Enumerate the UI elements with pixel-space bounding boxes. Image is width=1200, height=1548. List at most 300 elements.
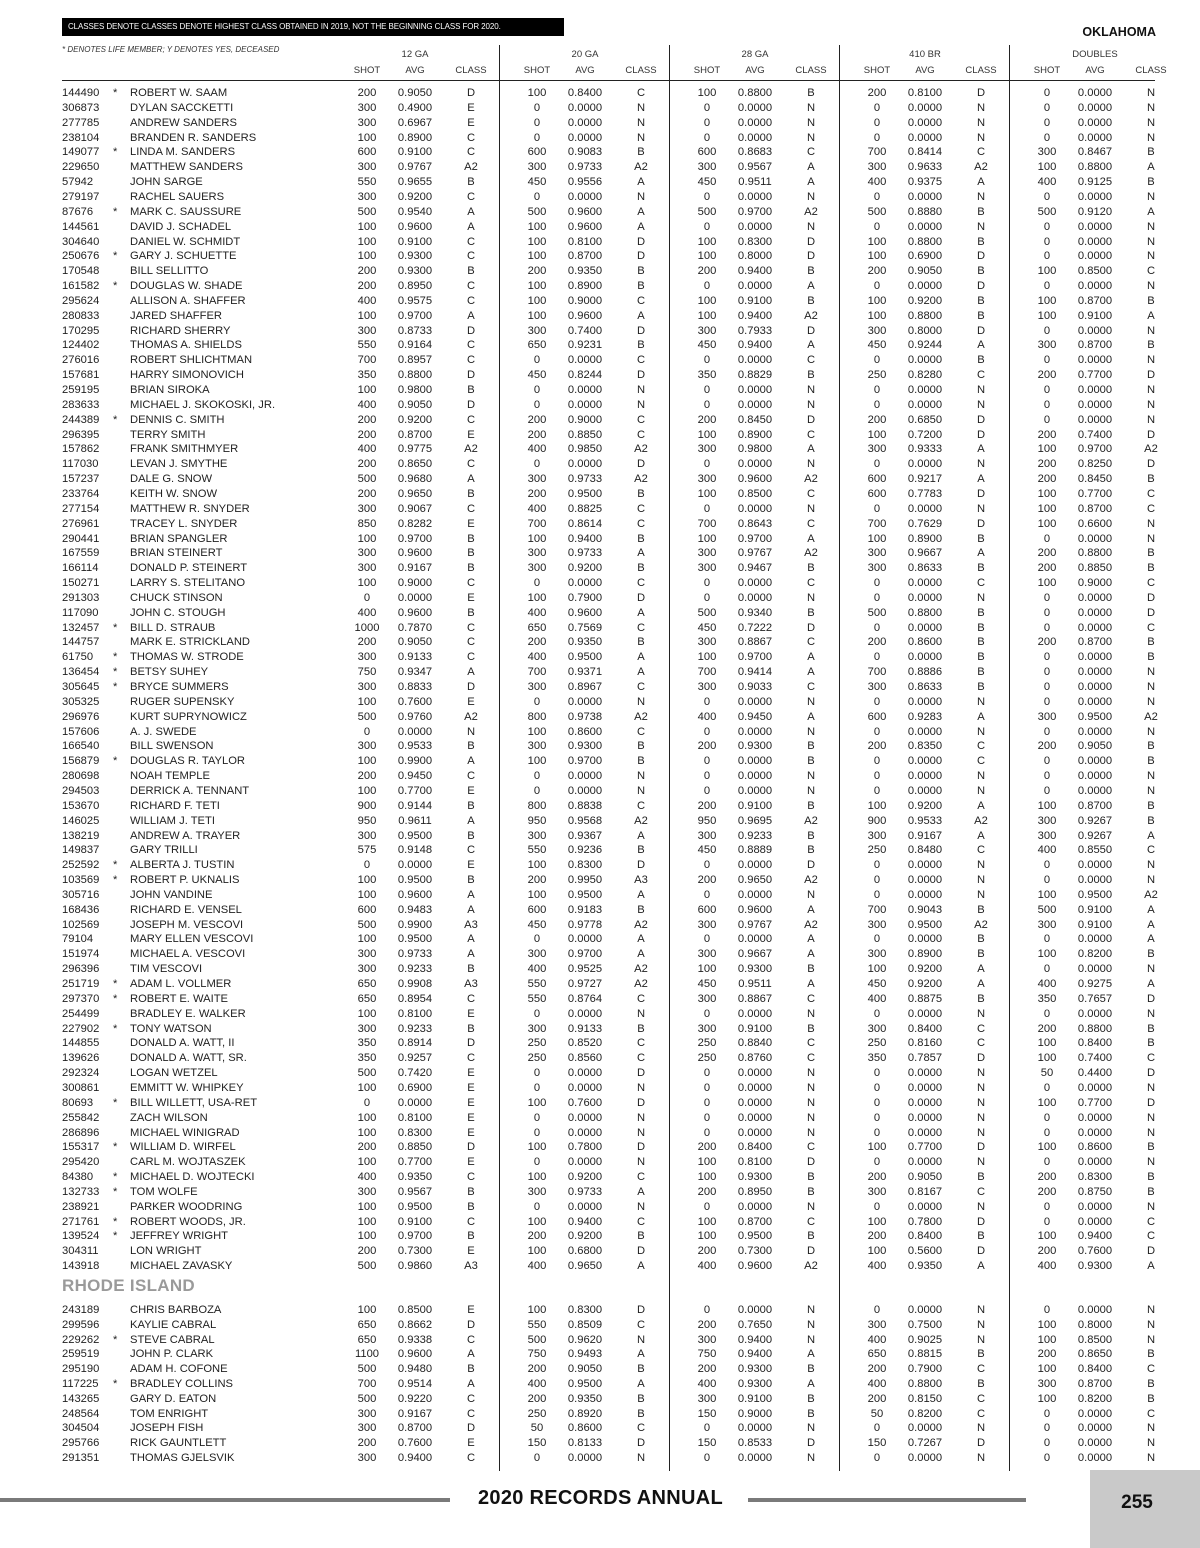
cell-410-br-class: D [976,1215,986,1228]
cell-12-ga-avg: 0.9655 [397,176,433,189]
cell-410-br-avg: 0.8880 [907,205,943,218]
cell-12-ga-shot: 400 [357,398,377,411]
cell-28-ga-class: A [807,978,815,990]
cell-20-ga-shot: 200 [527,1230,547,1243]
cell-doubles-shot: 0 [1043,1081,1051,1094]
cell-doubles-class: N [1146,413,1156,426]
cell-20-ga-shot: 450 [527,918,547,931]
member-id: 150271 [62,577,100,590]
cell-20-ga-avg: 0.9400 [567,532,603,545]
cell-doubles-shot: 0 [1043,695,1051,708]
cell-12-ga-class: A3 [464,978,478,990]
cell-20-ga-avg: 0.0000 [567,1111,603,1124]
cell-12-ga-shot: 100 [357,250,377,263]
cell-12-ga-shot: 350 [357,1052,377,1065]
cell-28-ga-avg: 0.9300 [737,1171,773,1184]
cell-12-ga-shot: 100 [357,1230,377,1243]
cell-doubles-avg: 0.8750 [1077,1185,1113,1198]
cell-20-ga-shot: 700 [527,666,547,679]
cell-20-ga-avg: 0.9738 [567,710,603,723]
sub-header-shot: SHOT [353,65,381,76]
life-member-mark: * [113,1141,118,1154]
member-id: 149837 [62,844,100,857]
cell-28-ga-shot: 0 [703,116,711,129]
cell-28-ga-class: A2 [804,1260,818,1273]
cell-410-br-shot: 100 [867,1215,887,1228]
cell-410-br-shot: 0 [873,621,881,634]
cell-20-ga-shot: 250 [527,1052,547,1065]
cell-doubles-class: N [1146,517,1156,530]
cell-doubles-shot: 100 [1037,948,1057,961]
cell-20-ga-class: C [636,681,646,693]
member-name: ROBERT W. SAAM [130,87,228,99]
cell-28-ga-shot: 500 [697,606,717,619]
cell-doubles-avg: 0.0000 [1077,963,1113,976]
cell-doubles-shot: 0 [1043,131,1051,144]
cell-12-ga-class: E [467,517,475,530]
table-row [0,1200,1200,1215]
group-header: DOUBLES [1072,49,1118,60]
cell-28-ga-shot: 300 [697,547,717,560]
cell-410-br-shot: 300 [867,562,887,575]
table-row [0,903,1200,918]
member-id: 167559 [62,547,100,560]
member-id: 254499 [62,1007,100,1020]
cell-doubles-class: B [1147,1022,1155,1035]
cell-12-ga-avg: 0.7600 [397,695,433,708]
cell-doubles-avg: 0.0000 [1077,398,1113,411]
cell-28-ga-shot: 0 [703,577,711,590]
cell-doubles-avg: 0.0000 [1077,1081,1113,1094]
cell-12-ga-shot: 200 [357,1437,377,1450]
cell-doubles-class: N [1146,190,1156,203]
cell-28-ga-avg: 0.9033 [737,681,773,693]
cell-20-ga-avg: 0.0000 [567,1126,603,1139]
cell-410-br-class: N [976,888,986,901]
table-row [0,784,1200,799]
cell-410-br-class: D [976,87,986,99]
cell-doubles-class: N [1146,963,1156,976]
cell-410-br-shot: 200 [867,1363,887,1376]
cell-20-ga-shot: 100 [527,532,547,545]
cell-410-br-class: N [976,1067,986,1080]
cell-doubles-avg: 0.0000 [1077,1007,1113,1020]
table-row [0,1362,1200,1377]
cell-12-ga-shot: 0 [363,591,371,604]
cell-doubles-class: N [1146,784,1156,797]
member-id: 271761 [62,1215,100,1228]
cell-410-br-avg: 0.9025 [907,1333,943,1346]
cell-410-br-avg: 0.9217 [907,473,943,486]
cell-28-ga-avg: 0.8950 [737,1185,773,1198]
cell-410-br-shot: 0 [873,384,881,396]
cell-28-ga-class: B [807,294,815,307]
cell-12-ga-class: B [467,1363,475,1376]
life-member-mark: * [113,992,118,1005]
cell-410-br-shot: 200 [867,413,887,426]
cell-doubles-class: B [1147,1037,1155,1050]
cell-doubles-shot: 400 [1037,844,1057,857]
cell-28-ga-shot: 750 [697,1348,717,1361]
member-id: 304311 [62,1245,99,1258]
cell-doubles-class: N [1146,1007,1156,1020]
member-id: 283633 [62,398,100,411]
cell-20-ga-class: B [637,1230,645,1243]
cell-28-ga-avg: 0.9567 [737,161,773,174]
cell-20-ga-avg: 0.9727 [567,978,603,990]
cell-20-ga-class: B [637,755,645,768]
cell-doubles-avg: 0.0000 [1077,681,1113,693]
cell-doubles-class: B [1147,339,1155,352]
table-row [0,1111,1200,1126]
member-name: CHUCK STINSON [130,591,223,604]
cell-28-ga-avg: 0.0000 [737,131,773,144]
cell-12-ga-avg: 0.9700 [397,532,433,545]
cell-410-br-avg: 0.9200 [907,963,943,976]
cell-28-ga-shot: 500 [697,205,717,218]
cell-410-br-class: N [976,101,986,114]
cell-doubles-shot: 0 [1043,101,1051,114]
member-id: 277785 [62,116,100,129]
cell-28-ga-avg: 0.8683 [737,146,773,159]
cell-12-ga-shot: 300 [357,1185,377,1198]
cell-410-br-avg: 0.8800 [907,1378,943,1390]
cell-410-br-avg: 0.7629 [907,517,943,530]
member-id: 291303 [62,591,100,604]
cell-28-ga-avg: 0.9450 [737,710,773,723]
table-row [0,635,1200,650]
cell-410-br-shot: 500 [867,606,887,619]
cell-12-ga-shot: 350 [357,1037,377,1050]
cell-410-br-avg: 0.7900 [907,1363,943,1376]
cell-410-br-avg: 0.8600 [907,636,943,649]
cell-28-ga-shot: 400 [697,1378,717,1390]
cell-doubles-avg: 0.7400 [1077,1052,1113,1065]
cell-410-br-shot: 150 [867,1437,887,1450]
table-row [0,205,1200,220]
cell-20-ga-class: D [636,1437,646,1450]
cell-20-ga-avg: 0.9050 [567,1363,603,1376]
cell-410-br-shot: 400 [867,176,887,189]
cell-doubles-class: C [1146,1052,1156,1065]
cell-12-ga-shot: 300 [357,651,377,664]
member-id: 84380 [62,1171,94,1184]
cell-410-br-shot: 0 [873,874,881,887]
cell-410-br-shot: 0 [873,577,881,590]
cell-20-ga-shot: 200 [527,636,547,649]
cell-20-ga-avg: 0.9300 [567,740,603,753]
footer-rule-right [748,1498,1026,1502]
cell-20-ga-shot: 0 [533,1111,541,1124]
cell-410-br-shot: 0 [873,354,881,367]
cell-410-br-class: D [976,1245,986,1258]
table-row [0,1392,1200,1407]
cell-12-ga-avg: 0.8800 [397,369,433,382]
cell-20-ga-avg: 0.8967 [567,681,603,693]
member-id: 132733 [62,1185,100,1198]
cell-12-ga-class: C [466,1333,476,1346]
member-id: 227902 [62,1022,100,1035]
life-member-mark: * [113,146,118,159]
cell-12-ga-shot: 1100 [354,1348,380,1361]
cell-20-ga-shot: 400 [527,443,547,456]
cell-28-ga-avg: 0.9467 [737,562,773,575]
cell-410-br-avg: 0.8400 [907,1022,943,1035]
cell-410-br-shot: 200 [867,1171,887,1184]
cell-doubles-avg: 0.7700 [1077,1096,1113,1109]
cell-410-br-class: D [976,1141,986,1154]
cell-doubles-class: C [1146,577,1156,590]
cell-doubles-shot: 100 [1037,517,1057,530]
cell-12-ga-avg: 0.9050 [397,87,433,99]
cell-20-ga-shot: 100 [527,220,547,233]
cell-doubles-shot: 100 [1037,1392,1057,1405]
cell-410-br-shot: 100 [867,532,887,545]
cell-28-ga-class: A [807,532,815,545]
cell-doubles-class: N [1146,354,1156,367]
cell-28-ga-shot: 0 [703,280,711,293]
cell-410-br-shot: 300 [867,547,887,560]
cell-410-br-class: N [976,1096,986,1109]
table-row [0,1244,1200,1259]
cell-410-br-shot: 250 [867,1037,887,1050]
cell-410-br-avg: 0.0000 [907,1067,943,1080]
cell-20-ga-class: C [636,1318,646,1331]
cell-doubles-class: N [1146,1333,1156,1346]
cell-20-ga-shot: 100 [527,87,547,99]
table-row [0,517,1200,532]
cell-12-ga-shot: 100 [357,1304,377,1316]
cell-28-ga-class: B [807,799,815,812]
cell-28-ga-class: N [806,131,816,144]
cell-doubles-class: N [1146,1126,1156,1139]
life-member-mark: * [113,681,118,693]
sub-header-class: CLASS [1135,65,1167,76]
cell-12-ga-class: A3 [464,918,478,931]
member-id: 151974 [62,948,100,961]
cell-20-ga-class: A [637,176,645,189]
cell-28-ga-class: N [806,1126,816,1139]
cell-12-ga-avg: 0.7600 [397,1437,433,1450]
cell-28-ga-class: N [806,384,816,396]
cell-doubles-shot: 200 [1037,1348,1057,1361]
cell-410-br-shot: 0 [873,1096,881,1109]
cell-doubles-shot: 0 [1043,1452,1051,1464]
member-name: JOSEPH FISH [130,1422,204,1435]
cell-410-br-class: N [976,1318,986,1331]
cell-410-br-avg: 0.8400 [907,1230,943,1243]
cell-28-ga-avg: 0.8450 [737,413,773,426]
member-name: DAVID J. SCHADEL [130,220,232,233]
cell-20-ga-class: D [636,591,646,604]
cell-doubles-class: D [1146,1096,1156,1109]
cell-20-ga-avg: 0.8600 [567,1422,603,1435]
cell-410-br-class: N [976,770,986,783]
cell-doubles-shot: 0 [1043,681,1051,693]
cell-doubles-class: N [1146,1422,1156,1435]
cell-doubles-shot: 100 [1037,1333,1057,1346]
cell-12-ga-avg: 0.9450 [397,770,433,783]
cell-28-ga-shot: 100 [697,1230,717,1243]
cell-28-ga-avg: 0.9700 [737,532,773,545]
cell-28-ga-class: A2 [804,814,818,827]
cell-12-ga-shot: 200 [357,265,377,278]
cell-doubles-shot: 200 [1037,1245,1057,1258]
cell-28-ga-shot: 200 [697,265,717,278]
cell-20-ga-class: B [637,532,645,545]
member-id: 291351 [62,1452,100,1464]
cell-410-br-class: N [976,874,986,887]
cell-20-ga-shot: 100 [527,1304,547,1316]
cell-410-br-shot: 100 [867,799,887,812]
cell-12-ga-avg: 0.9760 [397,710,433,723]
cell-410-br-class: B [977,265,985,278]
cell-12-ga-shot: 100 [357,131,377,144]
cell-410-br-avg: 0.8480 [907,844,943,857]
member-name: DANIEL W. SCHMIDT [130,235,241,248]
cell-28-ga-class: D [806,621,816,634]
cell-12-ga-class: C [466,458,476,471]
cell-28-ga-class: D [806,413,816,426]
cell-12-ga-shot: 0 [363,859,371,872]
cell-20-ga-avg: 0.8133 [567,1437,603,1450]
cell-28-ga-shot: 0 [703,1007,711,1020]
cell-410-br-avg: 0.0000 [907,1200,943,1213]
cell-doubles-shot: 100 [1037,487,1057,500]
cell-20-ga-avg: 0.9083 [567,146,603,159]
cell-20-ga-avg: 0.9700 [567,755,603,768]
table-row [0,1347,1200,1362]
cell-12-ga-avg: 0.9233 [397,963,433,976]
cell-12-ga-avg: 0.9775 [397,443,433,456]
cell-12-ga-avg: 0.9100 [397,1215,433,1228]
cell-28-ga-class: D [806,1437,816,1450]
sub-header-avg: AVG [915,65,935,76]
member-id: 259195 [62,384,100,396]
cell-28-ga-class: N [806,1111,816,1124]
cell-410-br-shot: 600 [867,473,887,486]
cell-doubles-shot: 0 [1043,755,1051,768]
member-name: MICHAEL WINIGRAD [130,1126,240,1139]
cell-28-ga-avg: 0.9400 [737,265,773,278]
cell-doubles-class: D [1146,1067,1156,1080]
member-id: 295624 [62,294,100,307]
cell-doubles-avg: 0.0000 [1077,651,1113,664]
cell-12-ga-avg: 0.7420 [397,1067,433,1080]
cell-28-ga-class: C [806,487,816,500]
table-row [0,383,1200,398]
cell-12-ga-avg: 0.9300 [397,265,433,278]
cell-doubles-shot: 300 [1037,146,1057,159]
cell-28-ga-shot: 100 [697,87,717,99]
cell-doubles-shot: 0 [1043,1156,1051,1169]
cell-28-ga-avg: 0.9400 [737,1348,773,1361]
cell-12-ga-class: E [467,1245,475,1258]
cell-410-br-avg: 0.8886 [907,666,943,679]
page-number-box [1090,1470,1200,1548]
member-id: 248564 [62,1407,100,1420]
member-id: 238104 [62,131,100,144]
cell-12-ga-class: E [467,1096,475,1109]
cell-doubles-avg: 0.8600 [1077,1141,1113,1154]
cell-doubles-class: N [1146,1200,1156,1213]
cell-28-ga-class: B [807,1230,815,1243]
member-name: ALBERTA J. TUSTIN [130,859,235,872]
cell-12-ga-class: B [467,829,475,842]
cell-20-ga-avg: 0.9600 [567,205,603,218]
cell-28-ga-class: B [807,755,815,768]
cell-doubles-class: N [1146,1111,1156,1124]
cell-20-ga-shot: 0 [533,384,541,396]
cell-28-ga-shot: 300 [697,1392,717,1405]
cell-28-ga-avg: 0.7222 [737,621,773,634]
cell-28-ga-class: N [806,1007,816,1020]
cell-410-br-shot: 250 [867,844,887,857]
cell-12-ga-avg: 0.7700 [397,1156,433,1169]
cell-410-br-class: N [976,591,986,604]
cell-doubles-avg: 0.8400 [1077,1363,1113,1376]
cell-28-ga-class: A [807,666,815,679]
member-name: DENNIS C. SMITH [130,413,225,426]
cell-20-ga-avg: 0.8825 [567,502,603,515]
cell-20-ga-shot: 100 [527,1141,547,1154]
cell-410-br-shot: 600 [867,487,887,500]
cell-410-br-class: D [976,324,986,337]
cell-28-ga-class: A2 [804,309,818,322]
cell-28-ga-shot: 0 [703,1126,711,1139]
table-row [0,621,1200,636]
cell-20-ga-shot: 0 [533,1007,541,1020]
member-id: 139626 [62,1052,100,1065]
member-id: 296396 [62,963,100,976]
cell-20-ga-shot: 200 [527,1363,547,1376]
cell-410-br-shot: 200 [867,1392,887,1405]
cell-20-ga-class: D [636,1096,646,1109]
cell-12-ga-avg: 0.9050 [397,636,433,649]
cell-20-ga-class: N [636,1452,646,1464]
cell-410-br-shot: 300 [867,918,887,931]
cell-28-ga-class: N [806,1333,816,1346]
table-row [0,932,1200,947]
cell-12-ga-avg: 0.8700 [397,1422,433,1435]
member-name: MICHAEL D. WOJTECKI [130,1171,255,1184]
cell-20-ga-shot: 0 [533,784,541,797]
cell-12-ga-class: C [466,621,476,634]
cell-12-ga-avg: 0.9000 [397,577,433,590]
member-id: 144757 [62,636,100,649]
cell-20-ga-class: N [636,1200,646,1213]
sub-header-class: CLASS [965,65,997,76]
cell-12-ga-avg: 0.4900 [397,101,433,114]
cell-12-ga-avg: 0.9567 [397,1185,433,1198]
cell-doubles-class: A [1147,933,1155,946]
cell-28-ga-avg: 0.9414 [737,666,773,679]
cell-20-ga-class: A2 [634,978,648,990]
cell-410-br-shot: 0 [873,280,881,293]
cell-20-ga-class: D [636,1141,646,1154]
cell-20-ga-avg: 0.9600 [567,220,603,233]
cell-doubles-class: N [1146,874,1156,887]
cell-20-ga-avg: 0.7600 [567,1096,603,1109]
cell-410-br-avg: 0.6850 [907,413,943,426]
cell-410-br-avg: 0.0000 [907,621,943,634]
member-id: 306873 [62,101,100,114]
cell-410-br-class: B [977,666,985,679]
cell-28-ga-shot: 350 [697,369,717,382]
cell-20-ga-shot: 400 [527,963,547,976]
cell-28-ga-class: N [806,1318,816,1331]
member-id: 305645 [62,681,100,693]
